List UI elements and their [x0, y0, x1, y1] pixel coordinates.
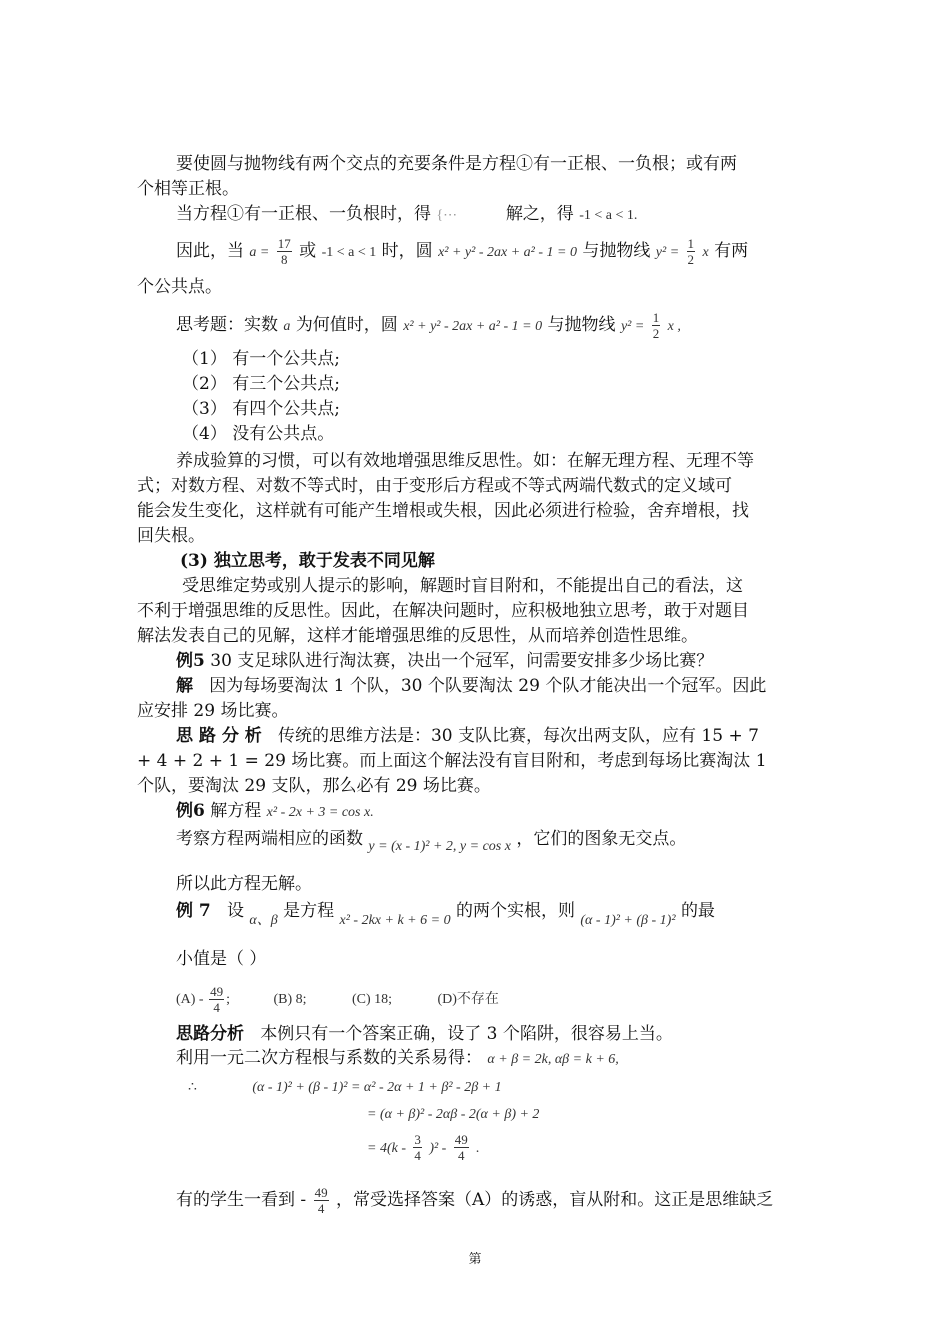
- text-line: 个公共点。: [137, 277, 222, 297]
- list-item: （3） 有四个公共点;: [182, 399, 340, 419]
- fraction: $\frac{49}{4}$: [314, 1185, 328, 1216]
- text-line: 思考题：实数 a 为何值时，圆 x² + y² - 2ax + a² - 1 = 0 与抛物线 y² = $\frac{1}{2}$ x ,: [176, 310, 681, 341]
- text-line: 养成验算的习惯，可以有效地增强思维反思性。如：在解无理方程、无理不等: [176, 451, 754, 471]
- text-line: 回失根。: [137, 526, 205, 546]
- section-heading: (3) 独立思考，敢于发表不同见解: [180, 551, 435, 571]
- answer-options: [176, 984, 499, 1015]
- option-a: (A) - $\frac{49}{4}$ ;: [176, 984, 230, 1015]
- text-line: 有的学生一看到 - $\frac{49}{4}$ ，常受选择答案（A）的诱惑，盲从附和。这正是思维缺乏: [176, 1185, 774, 1216]
- text-line: 要使圆与抛物线有两个交点的充要条件是方程①有一正根、一负根；或有两: [176, 154, 737, 174]
- list-item: （1） 有一个公共点;: [182, 349, 340, 369]
- text-line: 应安排 29 场比赛。: [137, 701, 289, 721]
- text-line: 当方程①有一正根、一负根时，得 {⋯ 解之，得 -1 < a < 1.: [176, 203, 637, 227]
- text-line: 不利于增强思维的反思性。因此，在解决问题时，应积极地独立思考，敢于对题目: [137, 601, 749, 621]
- example-7: 例 7 设 α、β 是方程 x² - 2kx + k + 6 = 0 的两个实根，则 (α - 1)² + (β - 1)² 的最: [176, 901, 715, 928]
- solution-5: 解 因为每场要淘汰 1 个队，30 个队要淘汰 29 个队才能决出一个冠军。因此: [176, 676, 767, 696]
- text-line: 小值是（ ）: [176, 949, 267, 969]
- equation-line: = (α + β)² - 2αβ - 2(α + β) + 2: [367, 1107, 540, 1122]
- analysis-5: 思 路 分 析 传统的思维方法是：30 支队比赛，每次出两支队，应有 15 + 7: [176, 726, 759, 746]
- text-line: 式；对数方程、对数不等式时，由于变形后方程或不等式两端代数式的定义域可: [137, 476, 732, 496]
- text-line: + 4 + 2 + 1 = 29 场比赛。而上面这个解法没有盲目附和，考虑到每场比赛淘汰 1: [137, 751, 767, 771]
- text-line: 因此，当 a = $\frac{17}{8}$ 或 -1 < a < 1 时，圆 x² + y² - 2ax + a² - 1 = 0 与抛物线 y² = $\frac{1}{2}$ x 有两: [176, 236, 749, 267]
- text-line: 能会发生变化，这样就有可能产生增根或失根，因此必须进行检验，舍弃增根，找: [137, 501, 749, 521]
- example-5: 例5 30 支足球队进行淘汰赛，决出一个冠军，问需要安排多少场比赛？: [176, 651, 714, 671]
- fraction: $\frac{17}{8}$: [277, 236, 291, 267]
- option-d: (D)不存在: [437, 991, 499, 1007]
- text-line: 个相等正根。: [137, 179, 239, 199]
- fraction: $\frac{49}{4}$: [454, 1132, 468, 1163]
- text-line: 利用一元二次方程根与系数的关系易得： α + β = 2k, αβ = k + 6,: [176, 1048, 619, 1068]
- fraction: $\frac{1}{2}$: [687, 236, 695, 267]
- page-footer: 第: [468, 1252, 482, 1267]
- text-line: 解法发表自己的见解，这样才能增强思维的反思性，从而培养创造性思维。: [137, 626, 698, 646]
- equation-line: = 4(k - $\frac{3}{4}$ )² - $\frac{49}{4}$ .: [367, 1132, 480, 1163]
- text-line: 受思维定势或别人提示的影响，解题时盲目附和，不能提出自己的看法，这: [182, 576, 743, 596]
- analysis-7: 思路分析 本例只有一个答案正确，设了 3 个陷阱，很容易上当。: [176, 1024, 673, 1044]
- list-item: （2） 有三个公共点;: [182, 374, 340, 394]
- text-line: 考察方程两端相应的函数 y = (x - 1)² + 2, y = cos x ，它们的图象无交点。: [176, 829, 687, 854]
- text-line: 个队，要淘汰 29 支队，那么必有 29 场比赛。: [137, 776, 491, 796]
- fraction: $\frac{3}{4}$: [414, 1132, 421, 1163]
- option-c: (C) 18;: [351, 991, 393, 1007]
- fraction: $\frac{1}{2}$: [652, 310, 660, 341]
- system-of-inequalities-glyph: {⋯: [436, 208, 458, 223]
- list-item: （4） 没有公共点。: [182, 424, 335, 444]
- example-6: 例6 解方程 x² - 2x + 3 = cos x.: [176, 801, 374, 821]
- text-line: 所以此方程无解。: [176, 874, 312, 894]
- equation-line: ∴ (α - 1)² + (β - 1)² = α² - 2α + 1 + β² - 2β + 1: [188, 1080, 502, 1095]
- option-b: (B) 8;: [273, 991, 307, 1007]
